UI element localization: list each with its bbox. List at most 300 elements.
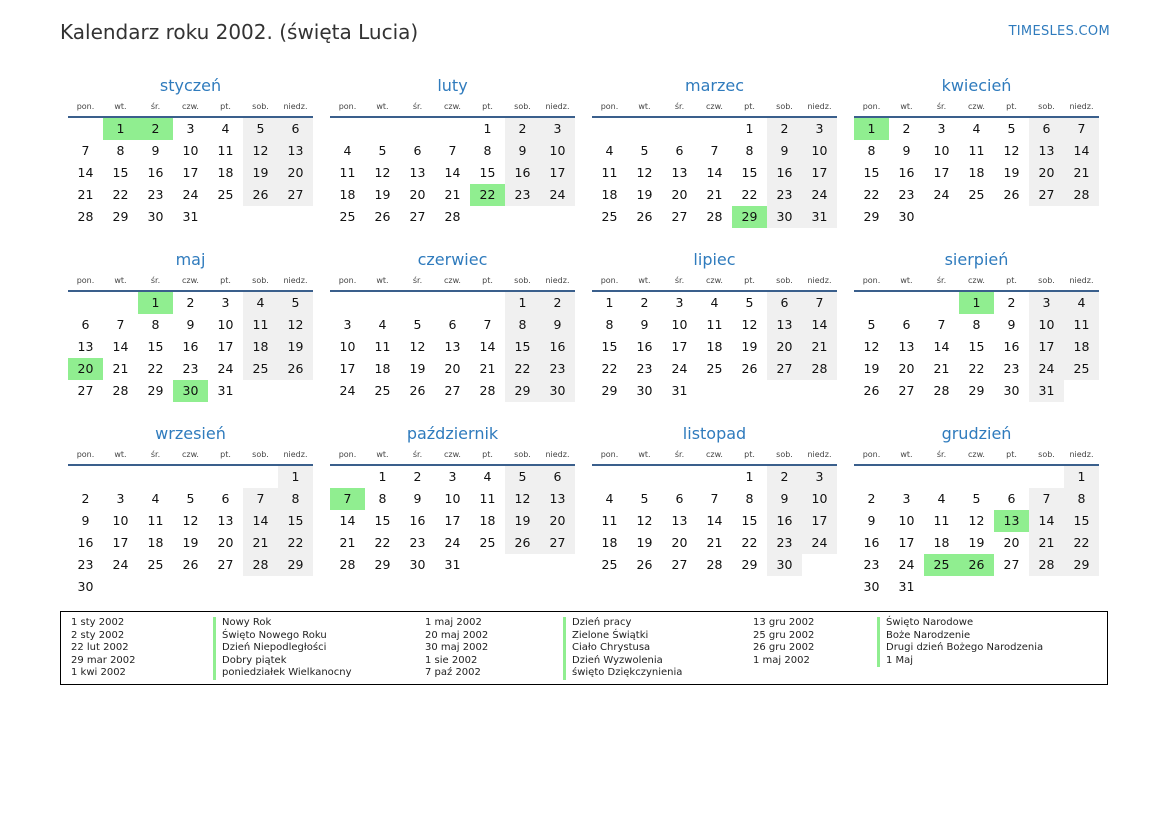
day-cell: 19 [278, 336, 313, 358]
month-name: lipiec [693, 250, 736, 269]
day-cell: 21 [339, 535, 356, 550]
weekday-label: niedz. [283, 450, 308, 459]
day-cell: 16 [540, 336, 575, 358]
day-cell: 16 [636, 339, 653, 354]
day-cell: 14 [706, 513, 723, 528]
weekday-label: pon. [338, 450, 357, 459]
day-cell: 13 [898, 339, 915, 354]
day-cell: 23 [409, 535, 426, 550]
empty-cell [243, 206, 278, 228]
weekday-label: niedz. [1069, 102, 1094, 111]
day-cell: 12 [409, 339, 426, 354]
day-cell: 11 [601, 513, 618, 528]
day-cell: 28 [112, 383, 129, 398]
day-cell: 10 [671, 317, 688, 332]
day-cell: 12 [968, 513, 985, 528]
day-cell: 24 [671, 361, 688, 376]
day-grid [854, 292, 1099, 402]
day-cell: 8 [505, 314, 540, 336]
day-cell: 9 [867, 513, 876, 528]
day-cell: 30 [409, 557, 426, 572]
day-cell: 5 [745, 295, 754, 310]
weekday-label: sob. [1038, 102, 1055, 111]
month-block [592, 422, 837, 596]
day-cell: 28 [243, 554, 278, 576]
day-cell: 3 [802, 466, 837, 488]
legend-entry: 1 sty 2002 [71, 617, 125, 628]
weekday-label: niedz. [283, 102, 308, 111]
day-grid [592, 466, 837, 576]
month-name: grudzień [941, 424, 1012, 443]
day-cell: 9 [81, 513, 90, 528]
day-cell: 13 [671, 513, 688, 528]
day-cell: 23 [898, 187, 915, 202]
day-cell: 23 [767, 184, 802, 206]
day-cell: 22 [741, 535, 758, 550]
weekday-label: śr. [150, 276, 161, 285]
day-cell: 8 [151, 317, 160, 332]
weekday-header [592, 446, 837, 466]
legend-col2-dates [425, 617, 488, 680]
day-cell: 9 [413, 491, 422, 506]
empty-cell [68, 292, 103, 314]
empty-cell [435, 118, 470, 140]
day-cell: 3 [540, 118, 575, 140]
weekday-label: czw. [968, 276, 985, 285]
weekday-label: śr. [936, 276, 947, 285]
day-cell: 27 [540, 532, 575, 554]
day-cell: 16 [863, 535, 880, 550]
day-cell: 20 [540, 510, 575, 532]
weekday-label: wt. [376, 276, 389, 285]
day-grid [592, 292, 837, 402]
day-cell: 13 [444, 339, 461, 354]
day-grid [68, 466, 313, 598]
day-cell: 28 [444, 209, 461, 224]
weekday-label: śr. [150, 450, 161, 459]
empty-cell [435, 292, 470, 314]
day-cell: 11 [933, 513, 950, 528]
day-cell: 22 [147, 361, 164, 376]
day-cell: 8 [745, 143, 754, 158]
weekday-label: śr. [674, 276, 685, 285]
day-cell: 29 [732, 206, 767, 228]
day-cell: 30 [767, 554, 802, 576]
day-cell: 3 [802, 118, 837, 140]
day-cell: 14 [1029, 510, 1064, 532]
month-block [854, 422, 1099, 596]
empty-cell [627, 118, 662, 140]
day-cell: 24 [802, 184, 837, 206]
day-cell: 17 [444, 513, 461, 528]
day-cell: 27 [409, 209, 426, 224]
day-cell: 5 [867, 317, 876, 332]
month-name: czerwiec [417, 250, 488, 269]
day-cell: 15 [741, 165, 758, 180]
day-cell: 29 [968, 383, 985, 398]
weekday-label: czw. [706, 450, 723, 459]
day-cell: 22 [968, 361, 985, 376]
day-cell: 6 [675, 143, 684, 158]
day-cell: 13 [1029, 140, 1064, 162]
day-cell: 11 [243, 314, 278, 336]
empty-cell [278, 206, 313, 228]
weekday-label: pon. [862, 450, 881, 459]
weekday-label: wt. [638, 102, 651, 111]
day-cell: 21 [112, 361, 129, 376]
month-block [68, 248, 313, 422]
weekday-label: wt. [114, 276, 127, 285]
empty-cell [889, 466, 924, 488]
day-cell: 19 [741, 339, 758, 354]
day-cell: 7 [710, 143, 719, 158]
day-cell: 23 [147, 187, 164, 202]
day-cell: 15 [479, 165, 496, 180]
day-cell: 9 [767, 140, 802, 162]
day-cell: 5 [640, 143, 649, 158]
day-cell: 18 [479, 513, 496, 528]
day-cell: 29 [278, 554, 313, 576]
legend-col3-dates [753, 617, 814, 667]
weekday-label: pt. [744, 102, 755, 111]
day-cell: 1 [505, 292, 540, 314]
day-cell: 22 [374, 535, 391, 550]
weekday-label: niedz. [545, 450, 570, 459]
day-cell: 15 [601, 339, 618, 354]
weekday-label: pt. [744, 450, 755, 459]
day-cell: 19 [243, 162, 278, 184]
weekday-label: pon. [600, 276, 619, 285]
month-block [330, 74, 575, 248]
day-cell: 17 [671, 339, 688, 354]
month-block [330, 422, 575, 596]
day-cell: 24 [339, 383, 356, 398]
day-cell: 31 [182, 209, 199, 224]
day-cell: 26 [278, 358, 313, 380]
day-cell: 20 [68, 358, 103, 380]
day-cell: 27 [1029, 184, 1064, 206]
month-name: marzec [684, 76, 744, 95]
day-cell: 3 [937, 121, 946, 136]
month-block [854, 248, 1099, 422]
day-cell: 7 [1064, 118, 1099, 140]
day-cell: 4 [605, 143, 614, 158]
legend-entry: święto Dziękczynienia [563, 667, 682, 680]
day-cell: 7 [937, 317, 946, 332]
day-cell: 10 [898, 513, 915, 528]
day-cell: 10 [540, 140, 575, 162]
weekday-label: wt. [114, 450, 127, 459]
day-cell: 2 [902, 121, 911, 136]
day-cell: 30 [863, 579, 880, 594]
day-cell: 21 [706, 187, 723, 202]
empty-cell [138, 466, 173, 488]
weekday-label: niedz. [545, 102, 570, 111]
weekday-label: pt. [220, 102, 231, 111]
day-cell: 19 [505, 510, 540, 532]
empty-cell [592, 466, 627, 488]
day-cell: 8 [867, 143, 876, 158]
legend-entry: 1 kwi 2002 [71, 667, 126, 678]
weekday-header [68, 98, 313, 118]
day-cell: 23 [767, 532, 802, 554]
weekday-label: pon. [862, 102, 881, 111]
day-cell: 29 [374, 557, 391, 572]
empty-cell [697, 118, 732, 140]
day-cell: 29 [863, 209, 880, 224]
day-cell: 12 [243, 140, 278, 162]
day-cell: 26 [1003, 187, 1020, 202]
day-cell: 4 [710, 295, 719, 310]
empty-cell [1064, 576, 1099, 598]
legend-entry: 29 mar 2002 [71, 654, 136, 666]
weekday-label: sob. [252, 276, 269, 285]
day-cell: 17 [339, 361, 356, 376]
day-cell: 14 [77, 165, 94, 180]
day-cell: 8 [972, 317, 981, 332]
day-cell: 4 [483, 469, 492, 484]
day-cell: 15 [278, 510, 313, 532]
day-cell: 25 [706, 361, 723, 376]
empty-cell [994, 576, 1029, 598]
empty-cell [103, 292, 138, 314]
day-cell: 15 [741, 513, 758, 528]
day-cell: 13 [540, 488, 575, 510]
weekday-label: pt. [220, 450, 231, 459]
day-cell: 12 [863, 339, 880, 354]
weekday-label: wt. [900, 102, 913, 111]
legend-entry: 13 gru 2002 [753, 617, 815, 628]
legend-entry: Święto Narodowe [877, 617, 1043, 630]
day-cell: 19 [636, 535, 653, 550]
empty-cell [243, 466, 278, 488]
day-cell: 7 [483, 317, 492, 332]
day-cell: 25 [601, 209, 618, 224]
day-cell: 10 [112, 513, 129, 528]
weekday-label: śr. [674, 450, 685, 459]
weekday-label: czw. [444, 450, 461, 459]
day-cell: 2 [867, 491, 876, 506]
month-name: wrzesień [155, 424, 226, 443]
legend-entry: 30 maj 2002 [425, 642, 489, 653]
day-cell: 24 [217, 361, 234, 376]
holiday-legend [60, 611, 1108, 685]
day-cell: 1 [745, 121, 754, 136]
legend-entry: 1 sie 2002 [425, 654, 478, 666]
day-cell: 9 [767, 488, 802, 510]
empty-cell [470, 292, 505, 314]
day-cell: 6 [221, 491, 230, 506]
day-cell: 4 [1064, 292, 1099, 314]
empty-cell [173, 576, 208, 598]
day-cell: 13 [77, 339, 94, 354]
weekday-label: sob. [252, 450, 269, 459]
months-grid [68, 74, 1102, 596]
day-cell: 8 [278, 488, 313, 510]
day-cell: 9 [505, 140, 540, 162]
day-cell: 25 [924, 554, 959, 576]
legend-col2-names [563, 617, 682, 680]
day-cell: 31 [802, 206, 837, 228]
empty-cell [505, 554, 540, 576]
day-cell: 13 [767, 314, 802, 336]
day-cell: 9 [186, 317, 195, 332]
day-cell: 3 [343, 317, 352, 332]
month-block [68, 74, 313, 248]
day-cell: 18 [601, 187, 618, 202]
day-cell: 5 [972, 491, 981, 506]
day-cell: 24 [444, 535, 461, 550]
legend-entry: 2 sty 2002 [71, 629, 125, 641]
legend-entry: 1 maj 2002 [425, 617, 482, 628]
day-cell: 28 [706, 557, 723, 572]
day-cell: 21 [444, 187, 461, 202]
day-cell: 10 [444, 491, 461, 506]
day-cell: 28 [77, 209, 94, 224]
day-cell: 2 [640, 295, 649, 310]
legend-entry: 20 maj 2002 [425, 629, 489, 641]
day-cell: 7 [448, 143, 457, 158]
weekday-label: czw. [706, 102, 723, 111]
empty-cell [278, 576, 313, 598]
day-cell: 18 [243, 336, 278, 358]
month-name: kwiecień [941, 76, 1012, 95]
day-cell: 17 [112, 535, 129, 550]
day-cell: 3 [1029, 292, 1064, 314]
weekday-label: śr. [936, 102, 947, 111]
empty-cell [1029, 466, 1064, 488]
weekday-label: sob. [776, 276, 793, 285]
day-cell: 15 [1064, 510, 1099, 532]
day-cell: 19 [409, 361, 426, 376]
day-cell: 17 [802, 510, 837, 532]
day-cell: 21 [802, 336, 837, 358]
day-cell: 22 [505, 358, 540, 380]
day-cell: 31 [217, 383, 234, 398]
empty-cell [854, 466, 889, 488]
day-cell: 3 [902, 491, 911, 506]
day-cell: 29 [601, 383, 618, 398]
day-cell: 8 [116, 143, 125, 158]
day-cell: 29 [147, 383, 164, 398]
day-cell: 26 [741, 361, 758, 376]
day-cell: 2 [767, 118, 802, 140]
month-name: październik [406, 424, 499, 443]
day-cell: 18 [339, 187, 356, 202]
day-cell: 1 [138, 292, 173, 314]
day-cell: 27 [217, 557, 234, 572]
weekday-label: niedz. [545, 276, 570, 285]
weekday-label: pon. [862, 276, 881, 285]
empty-cell [959, 466, 994, 488]
day-cell: 26 [182, 557, 199, 572]
day-cell: 28 [706, 209, 723, 224]
weekday-label: sob. [252, 102, 269, 111]
legend-entry: 25 gru 2002 [753, 629, 815, 641]
weekday-label: pon. [338, 102, 357, 111]
weekday-label: niedz. [807, 102, 832, 111]
empty-cell [732, 380, 767, 402]
day-cell: 25 [339, 209, 356, 224]
weekday-label: wt. [638, 276, 651, 285]
day-grid [330, 292, 575, 402]
weekday-header [330, 98, 575, 118]
empty-cell [330, 292, 365, 314]
day-cell: 20 [671, 535, 688, 550]
empty-cell [173, 466, 208, 488]
weekday-label: niedz. [283, 276, 308, 285]
legend-entry: 1 Maj [877, 655, 1043, 668]
day-cell: 26 [863, 383, 880, 398]
empty-cell [1029, 206, 1064, 228]
day-cell: 14 [339, 513, 356, 528]
day-cell: 30 [1003, 383, 1020, 398]
day-cell: 6 [448, 317, 457, 332]
day-cell: 6 [675, 491, 684, 506]
weekday-label: sob. [514, 450, 531, 459]
day-cell: 8 [745, 491, 754, 506]
day-cell: 30 [636, 383, 653, 398]
site-link[interactable]: TIMESLES.COM [1008, 24, 1110, 39]
day-cell: 19 [1003, 165, 1020, 180]
weekday-label: sob. [514, 102, 531, 111]
day-cell: 16 [767, 510, 802, 532]
weekday-label: pt. [482, 276, 493, 285]
day-cell: 20 [898, 361, 915, 376]
day-cell: 17 [1029, 336, 1064, 358]
weekday-header [854, 272, 1099, 292]
empty-cell [1064, 206, 1099, 228]
day-cell: 16 [147, 165, 164, 180]
day-cell: 14 [802, 314, 837, 336]
month-block [592, 248, 837, 422]
day-cell: 12 [741, 317, 758, 332]
day-cell: 19 [182, 535, 199, 550]
weekday-header [68, 272, 313, 292]
empty-cell [924, 576, 959, 598]
empty-cell [662, 118, 697, 140]
weekday-label: wt. [376, 450, 389, 459]
month-block [330, 248, 575, 422]
day-cell: 11 [339, 165, 356, 180]
day-cell: 22 [741, 187, 758, 202]
weekday-label: sob. [514, 276, 531, 285]
weekday-label: sob. [776, 450, 793, 459]
day-cell: 1 [959, 292, 994, 314]
day-cell: 16 [1003, 339, 1020, 354]
day-cell: 7 [802, 292, 837, 314]
weekday-header [330, 446, 575, 466]
empty-cell [330, 466, 365, 488]
weekday-label: czw. [182, 102, 199, 111]
weekday-label: wt. [376, 102, 389, 111]
day-cell: 14 [1064, 140, 1099, 162]
day-cell: 19 [636, 187, 653, 202]
legend-entry: Dzień Niepodległości [213, 642, 352, 655]
day-cell: 20 [1003, 535, 1020, 550]
weekday-label: pon. [76, 102, 95, 111]
day-cell: 22 [112, 187, 129, 202]
day-cell: 10 [802, 488, 837, 510]
day-cell: 5 [413, 317, 422, 332]
day-cell: 17 [898, 535, 915, 550]
day-grid [330, 118, 575, 228]
empty-cell [592, 118, 627, 140]
day-cell: 15 [374, 513, 391, 528]
weekday-label: śr. [674, 102, 685, 111]
day-cell: 3 [448, 469, 457, 484]
weekday-label: pon. [600, 450, 619, 459]
